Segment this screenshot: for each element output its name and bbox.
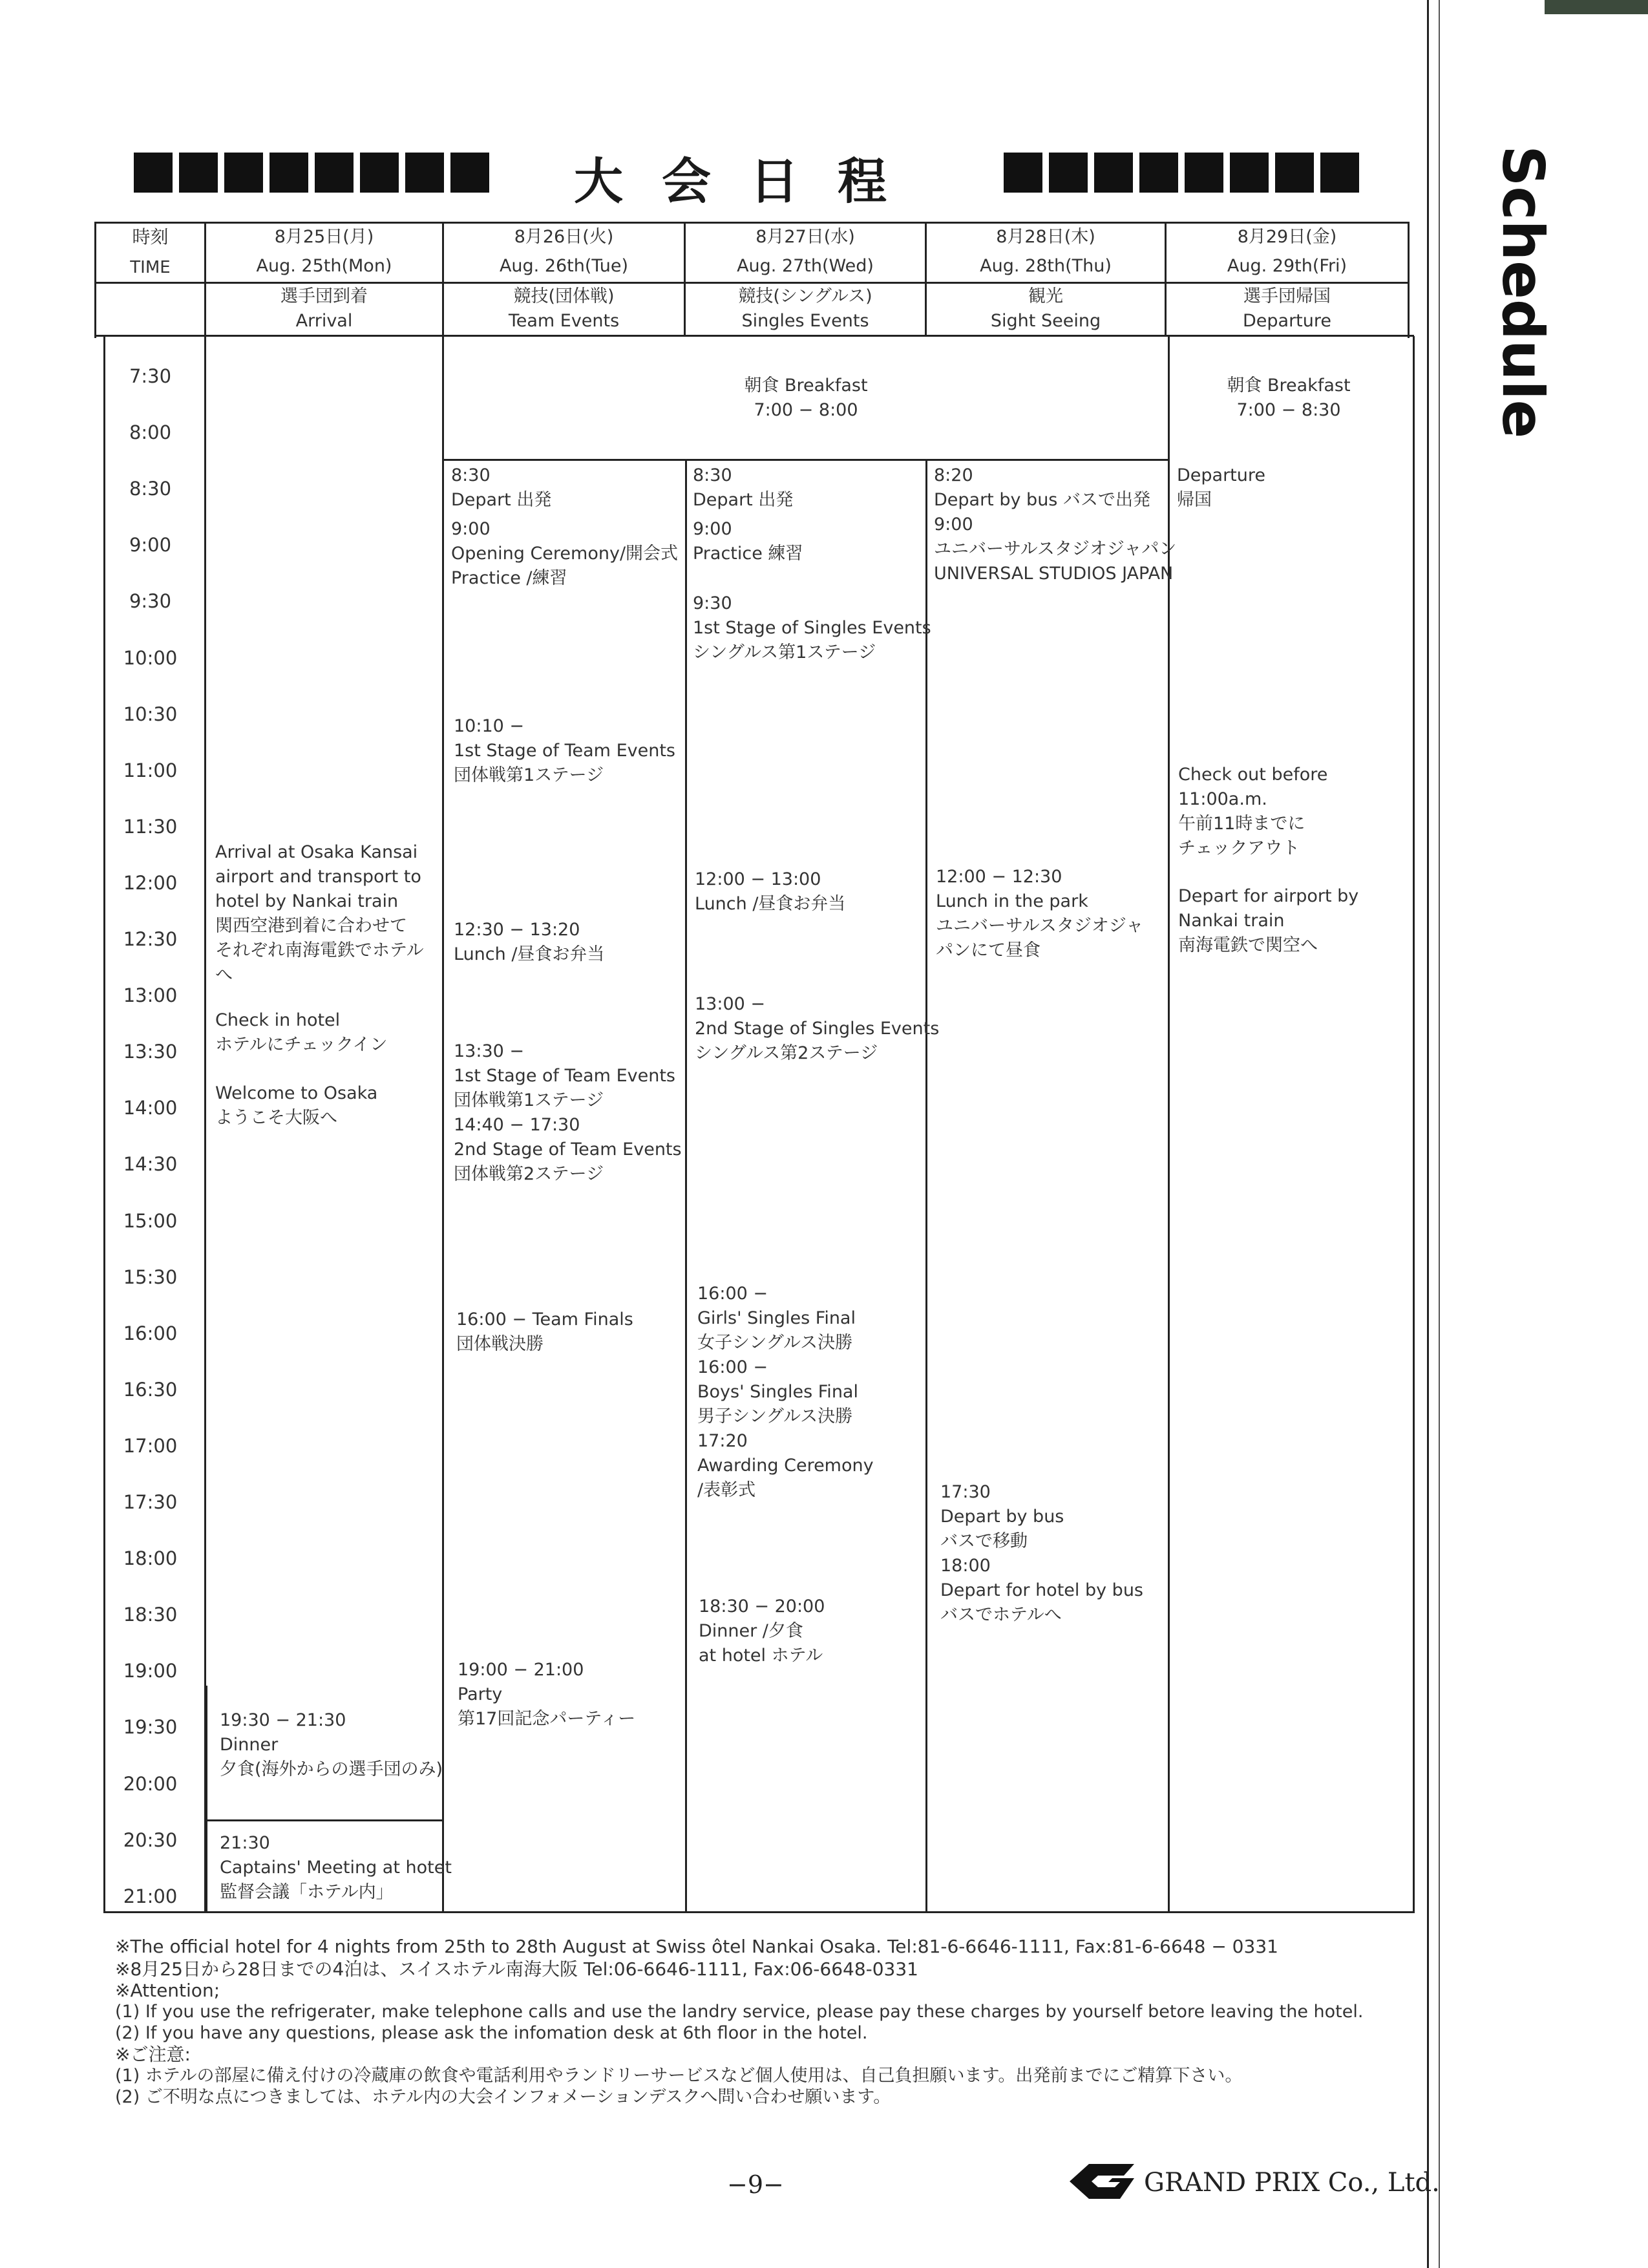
tue-stage1: 10:10 − 1st Stage of Team Events 団体戦第1ステージ: [454, 716, 675, 785]
time-label: 13:30: [123, 1041, 178, 1063]
time-label: 17:00: [123, 1435, 178, 1457]
footnote-hotel-en: ※The official hotel for 4 nights from 25th to 28th August at Swiss ôtel Nankai Osaka. Tel:81-6-6646-1111, Fax:81-6-6648 − 0331: [115, 1936, 1278, 1957]
mon-dinner: 19:30 − 21:30 Dinner 夕食(海外からの選手団のみ): [220, 1710, 443, 1779]
tue-team-finals: 16:00 − Team Finals 団体戦決勝: [456, 1309, 633, 1354]
mon-checkin: Check in hotel ホテルにチェックイン: [215, 1010, 388, 1055]
page-number: −9−: [727, 2170, 784, 2199]
day-mon-date-en: Aug. 25th(Mon): [256, 256, 392, 276]
day-thu-date-ja: 8月28日(木): [996, 227, 1095, 247]
day-fri-date-en: Aug. 29th(Fri): [1227, 256, 1347, 276]
sidebar-title: Schedule: [1490, 145, 1556, 439]
title-bar-right: [1004, 153, 1359, 193]
footnote-caution-1: (1) ホテルの部屋に備え付けの冷蔵庫の飲食や電話利用やランドリーサービスなど個人使用は、自己負担願います。出発前までにご精算下さい。: [115, 2066, 1243, 2086]
time-label: 15:30: [123, 1266, 178, 1288]
mon-captains-meeting: 21:30 Captains' Meeting at hotet 監督会議「ホテル内」: [220, 1833, 452, 1902]
day-fri-date-ja: 8月29日(金): [1237, 227, 1337, 247]
footnote-hotel-ja: ※8月25日から28日までの4泊は、スイスホテル南海大阪 Tel:06-6646-1111, Fax:06-6648-0331: [115, 1958, 918, 1980]
page-edge-line: [1427, 0, 1429, 2268]
day-wed-date-en: Aug. 27th(Wed): [737, 256, 874, 276]
day-fri-theme-en: Departure: [1242, 311, 1331, 331]
time-label: 19:30: [123, 1716, 178, 1738]
time-header-ja: 時刻: [132, 226, 169, 248]
time-label: 16:00: [123, 1322, 178, 1344]
mon-welcome: Welcome to Osaka ようこそ大阪へ: [215, 1083, 378, 1128]
footnote-attention: ※Attention;: [115, 1980, 220, 2001]
wed-stage1: 9:30 1st Stage of Singles Events シングルス第1ステージ: [693, 593, 931, 662]
page-edge-line-2: [1439, 0, 1440, 2268]
time-label: 16:30: [123, 1379, 178, 1401]
time-label: 10:30: [123, 703, 178, 725]
time-label: 12:30: [123, 928, 178, 950]
time-label: 11:30: [123, 816, 178, 838]
wed-depart: 8:30 Depart 出発: [693, 465, 794, 510]
time-label: 10:00: [123, 647, 178, 669]
fri-airport: Depart for airport by Nankai train 南海電鉄で関空へ: [1178, 886, 1359, 955]
footnote-attention-1: (1) If you use the refrigerater, make telephone calls and use the landry service, please pay these charges by yourself betore leaving the hotel.: [115, 2002, 1364, 2022]
time-label: 8:00: [129, 421, 172, 443]
day-wed-theme-ja: 競技(シングルス): [738, 286, 872, 306]
day-thu-date-en: Aug. 28th(Thu): [980, 256, 1112, 276]
time-label: 11:00: [123, 759, 178, 781]
day-tue-theme-en: Team Events: [508, 311, 620, 331]
day-fri-theme-ja: 選手団帰国: [1243, 286, 1331, 306]
title-bar-left: [134, 153, 489, 193]
time-label: 14:30: [123, 1153, 178, 1175]
footnote-attention-2: (2) If you have any questions, please ask the infomation desk at 6th floor in the hotel.: [115, 2023, 868, 2043]
time-label: 21:00: [123, 1885, 178, 1907]
day-tue-date-en: Aug. 26th(Tue): [499, 256, 629, 276]
tue-lunch: 12:30 − 13:20 Lunch /昼食お弁当: [454, 920, 605, 964]
wed-practice: 9:00 Practice 練習: [693, 519, 803, 564]
thu-return: 17:30 Depart by bus バスで移動 18:00 Depart for hotel by bus バスでホテルへ: [940, 1482, 1143, 1625]
time-label: 19:00: [123, 1660, 178, 1682]
breakfast-label: 朝食 Breakfast: [744, 376, 868, 396]
time-label: 15:00: [123, 1210, 178, 1232]
day-tue-date-ja: 8月26日(火): [514, 227, 614, 247]
fri-departure: Departure 帰国: [1177, 465, 1266, 510]
corner-mark: [1545, 0, 1648, 14]
day-mon-theme-ja: 選手団到着: [280, 286, 368, 306]
footnote-caution: ※ご注意:: [115, 2044, 191, 2065]
tue-opening: 9:00 Opening Ceremony/開会式 Practice /練習: [451, 519, 679, 588]
wed-dinner: 18:30 − 20:00 Dinner /夕食 at hotel ホテル: [699, 1596, 825, 1666]
day-tue-theme-ja: 競技(団体戦): [513, 286, 615, 306]
day-mon-date-ja: 8月25日(月): [274, 227, 374, 247]
day-thu-theme-en: Sight Seeing: [990, 311, 1101, 331]
time-label: 7:30: [129, 365, 172, 387]
brand-name: GRAND PRIX Co., Ltd.: [1144, 2168, 1440, 2198]
thu-lunch: 12:00 − 12:30 Lunch in the park ユニバーサルスタジオジャ パンにて昼食: [936, 867, 1144, 960]
grand-prix-logo-icon: [1070, 2159, 1137, 2204]
breakfast-time: 7:00 − 8:00: [754, 400, 858, 420]
tue-depart: 8:30 Depart 出発: [451, 465, 552, 510]
wed-stage2: 13:00 − 2nd Stage of Singles Events シングルス第2ステージ: [695, 994, 940, 1063]
time-label: 12:00: [123, 872, 178, 894]
wed-lunch: 12:00 − 13:00 Lunch /昼食お弁当: [695, 869, 846, 914]
time-label: 20:30: [123, 1829, 178, 1851]
day-wed-theme-en: Singles Events: [741, 311, 869, 331]
thu-depart: 8:20 Depart by bus バスで出発 9:00 ユニバーサルスタジオジャパン UNIVERSAL STUDIOS JAPAN: [934, 465, 1177, 584]
time-label: 13:00: [123, 984, 178, 1006]
day-wed-date-ja: 8月27日(水): [755, 227, 855, 247]
day-mon-theme-en: Arrival: [295, 311, 353, 331]
wed-finals: 16:00 − Girls' Singles Final 女子シングルス決勝 16:00 − Boys' Singles Final 男子シングルス決勝 17:20 Awarding Ceremony /表彰式: [697, 1284, 874, 1500]
page-title: 大会日程: [574, 153, 925, 210]
tue-stages: 13:30 − 1st Stage of Team Events 団体戦第1ステージ 14:40 − 17:30 2nd Stage of Team Events 団体戦第2ステージ: [454, 1041, 682, 1184]
time-label: 20:00: [123, 1773, 178, 1795]
footnote-caution-2: (2) ご不明な点につきましては、ホテル内の大会インフォメーションデスクへ問い合わせ願います。: [115, 2087, 891, 2107]
time-label: 8:30: [129, 478, 172, 500]
time-label: 17:30: [123, 1491, 178, 1513]
tue-party: 19:00 − 21:00 Party 第17回記念パーティー: [458, 1660, 636, 1729]
breakfast-fri-time: 7:00 − 8:30: [1236, 400, 1341, 420]
fri-checkout: Check out before 11:00a.m. 午前11時までに チェックアウト: [1178, 765, 1328, 858]
breakfast-fri-label: 朝食 Breakfast: [1227, 376, 1351, 396]
time-label: 18:00: [123, 1547, 178, 1569]
day-thu-theme-ja: 観光: [1028, 286, 1063, 306]
time-label: 14:00: [123, 1097, 178, 1119]
mon-arrival: Arrival at Osaka Kansai airport and transport to hotel by Nankai train 関西空港到着に合わせて それぞれ南海電鉄でホテル へ: [215, 842, 424, 985]
time-label: 9:00: [129, 534, 172, 556]
time-label: 9:30: [129, 590, 172, 612]
time-label: 18:30: [123, 1604, 178, 1626]
time-header-en: TIME: [130, 258, 171, 277]
